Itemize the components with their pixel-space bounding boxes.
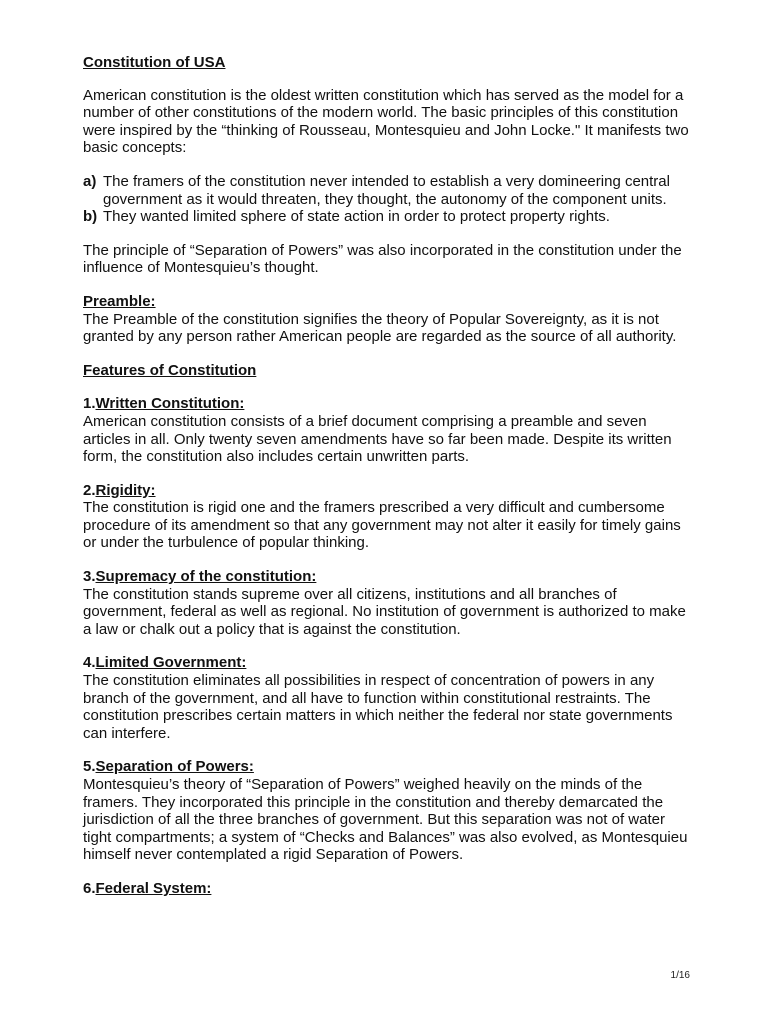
feature-heading: Separation of Powers: <box>95 758 254 776</box>
feature-section <box>83 482 693 552</box>
feature-heading: Federal System: <box>95 879 212 897</box>
feature-section <box>83 395 693 465</box>
feature-heading: Written Constitution: <box>95 395 245 413</box>
features-heading: Features of Constitution <box>83 361 257 379</box>
document-page <box>83 54 693 914</box>
feature-heading: Supremacy of the constitution: <box>95 568 317 586</box>
feature-number: 3. <box>83 568 96 586</box>
list-item <box>83 208 693 226</box>
feature-section <box>83 880 693 898</box>
feature-text: The constitution eliminates all possibilities in respect of concentration of powers in any branch of the government, and all have to function within constitutional restraints. The constitution prescribes certain matters in which neither the federal nor state governments can interfere. <box>83 672 673 742</box>
list-item-text: They wanted limited sphere of state action in order to protect property rights. <box>103 208 610 226</box>
preamble-text: The Preamble of the constitution signifies the theory of Popular Sovereignty, as it is not granted by any person rather American people are regarded as the source of all authority. <box>83 310 677 346</box>
list-item-text: The framers of the constitution never intended to establish a very domineering central government as it would threaten, they thought, the autonomy of the component units. <box>103 172 670 208</box>
list-marker: b) <box>83 208 98 226</box>
feature-section <box>83 654 693 742</box>
feature-number: 2. <box>83 481 96 499</box>
feature-number: 4. <box>83 654 96 672</box>
separation-paragraph: The principle of “Separation of Powers” was also incorporated in the constitution under the influence of Montesquieu’s thought. <box>83 241 682 277</box>
concepts-list <box>83 173 693 226</box>
list-item <box>83 173 693 208</box>
feature-heading: Limited Government: <box>95 654 247 672</box>
document-title: Constitution of USA <box>83 54 226 71</box>
feature-number: 6. <box>83 879 96 897</box>
feature-text: The constitution stands supreme over all citizens, institutions and all branches of government, federal as well as regional. No institution of government is authorized to make a law or chalk out a policy that is against the constitution. <box>83 585 686 638</box>
feature-text: Montesquieu’s theory of “Separation of Powers” weighed heavily on the minds of the framers. They incorporated this principle in the constitution and thereby demarcated the jurisdiction of all the three branches of government. But this separation was not of water tight compartments; a system of “Checks and Balances” was also evolved, as Montesquieu himself never contemplated a rigid Separation of Powers. <box>83 776 688 864</box>
intro-paragraph: American constitution is the oldest written constitution which has served as the model for a number of other constitutions of the modern world. The basic principles of this constitution were inspired by the “thinking of Rousseau, Montesquieu and John Locke." It manifests two basic concepts: <box>83 86 689 157</box>
feature-section <box>83 758 693 864</box>
feature-text: The constitution is rigid one and the framers prescribed a very difficult and cumbersome procedure of its amendment so that any government may not alter it easily for timely gains or under the turbulence of popular thinking. <box>83 499 681 552</box>
feature-number: 1. <box>83 395 96 413</box>
page-number: 1/16 <box>670 970 690 981</box>
feature-heading: Rigidity: <box>95 481 156 499</box>
feature-text: American constitution consists of a brief document comprising a preamble and seven articles in all. Only twenty seven amendments have so far been made. Despite its written form, the constitution also includes certain unwritten parts. <box>83 412 672 466</box>
feature-section <box>83 568 693 638</box>
preamble-section <box>83 293 693 346</box>
preamble-heading: Preamble: <box>83 292 156 310</box>
list-marker: a) <box>83 172 97 190</box>
feature-number: 5. <box>83 758 96 776</box>
